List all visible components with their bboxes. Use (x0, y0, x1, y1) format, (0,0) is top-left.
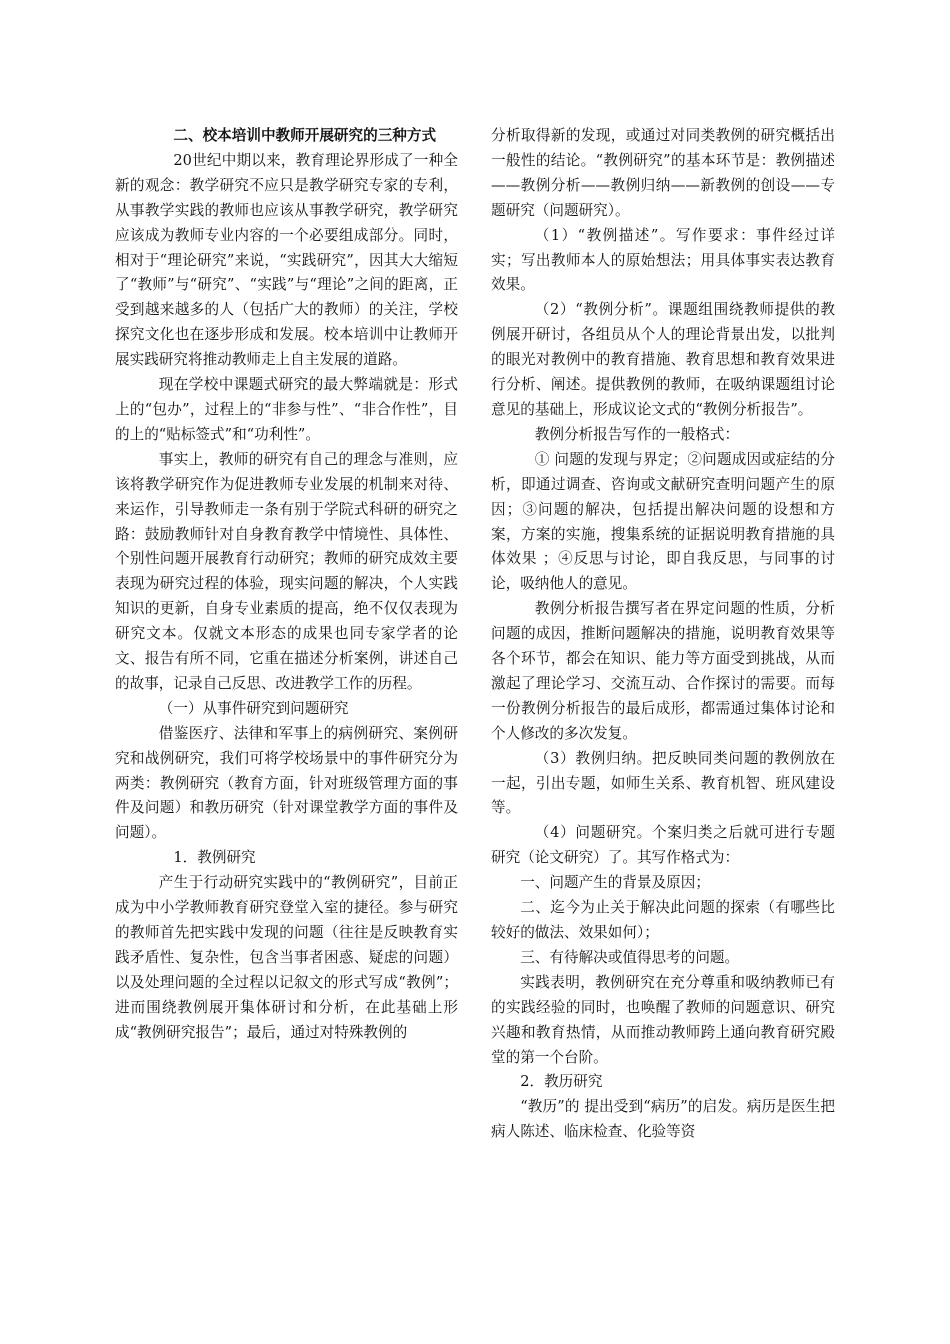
subheading: 2．教历研究 (520, 1073, 603, 1091)
paragraph: 产生于行动研究实践中的“教例研究”，目前正成为中小学教师教育研究登堂入室的捷径。参与研究的教师首先把实践中发现的问题（往往是反映教育实践矛盾性、复杂性，包含当事者困惑、疑虑的问题）以及处理问题的全过程以记叙文的形式写成“教例”；进而围绕教例展开集体研讨和分析，在此基础上形成“教例研究报告”；最后，通过对特殊教例的 (115, 874, 458, 1041)
subheading: 1．教例研究 (173, 849, 256, 867)
list-item: 一、问题产生的背景及原因； (520, 874, 710, 892)
paragraph: （1）“教例描述”。写作要求：事件经过详实；写出教师本人的原始想法；用具体事实表达教育效果。 (491, 226, 835, 294)
paragraph: 事实上，教师的研究有自己的理念与准则，应该将教学研究作为促进教师专业发展的机制来对待、来运作，引导教师走一条有别于学院式科研的研究之路：鼓励教师针对自身教育教学中情境性、具体性、个别性问题开展教育行动研究；教师的研究成效主要表现为研究过程的体验，现实问题的解决，个人实践知识的更新，自身专业素质的提高，绝不仅仅表现为研究文本。仅就文本形态的成果也同专家学者的论文、报告有所不同，它重在描述分析案例，讲述自己的故事，记录自己反思、改进教学工作的历程。 (115, 450, 458, 692)
paragraph: 教例分析报告撰写者在界定问题的性质，分析问题的成因，推断问题解决的措施，说明教育效果等各个环节，都会在知识、能力等方面受到挑战，从而激起了理论学习、交流互动、合作探讨的需要。而每一份教例分析报告的最后成形，都需通过集体讨论和个人修改的多次发复。 (491, 600, 835, 742)
left-column (115, 124, 458, 1046)
paragraph: ① 问题的发现与界定；②问题成因或症结的分析，即通过调查、咨询或文献研究查明问题产生的原因；③问题的解决，包括提出解决问题的设想和方案，方案的实施，搜集系统的证据说明教育措施的具体效果 ；④反思与讨论，即自我反思，与同事的讨论，吸纳他人的意见。 (491, 450, 835, 593)
list-item: 三、有待解决或值得思考的问题。 (520, 948, 740, 966)
paragraph: 实践表明，教例研究在充分尊重和吸纳教师已有的实践经验的同时，也唤醒了教师的问题意识、研究兴趣和教育热情，从而推动教师跨上通向教育研究殿堂的第一个台阶。 (491, 973, 835, 1066)
paragraph: （4）问题研究。个案归类之后就可进行专题研究（论文研究）了。其写作格式为： (491, 824, 835, 867)
paragraph: 20世纪中期以来，教育理论界形成了一种全新的观念：教学研究不应只是教学研究专家的专利，从事教学实践的教师也应该从事教学研究，教学研究应该成为教师专业内容的一个必要组成部分。同时，相对于“理论研究”来说，“实践研究”，因其大大缩短了“教师”与“研究”、“实践”与“理论”之间的距离，正受到越来越多的人（包括广大的教师）的关注，学校探究文化也在逐步形成和发展。校本培训中让教师开展实践研究将推动教师走上自主发展的道路。 (115, 151, 458, 369)
list-item: 二、迄今为止关于解决此问题的探索（有哪些比较好的做法、效果如何）； (491, 899, 835, 941)
paragraph: （2）“教例分析”。课题组围绕教师提供的教例展开研讨，各组员从个人的理论背景出发，以批判的眼光对教例中的教育措施、教育思想和教育效果进行分析、阐述。提供教例的教师，在吸纳课题组讨论意见的基础上，形成议论文式的“教例分析报告”。 (491, 301, 835, 418)
paragraph: 现在学校中课题式研究的最大弊端就是：形式上的“包办”，过程上的“非参与性”、“非合作性”，目的上的“贴标签式”和“功利性”。 (115, 376, 458, 443)
paragraph: “教历”的 提出受到“病历”的启发。病历是医生把病人陈述、临床检查、化验等资 (491, 1098, 835, 1141)
paragraph: 分析取得新的发现，或通过对同类教例的研究概括出一般性的结论。“教例研究”的基本环节是：教例描述——教例分析——教例归纳——新教例的创设——专题研究（问题研究）。 (491, 127, 835, 219)
paragraph: 借鉴医疗、法律和军事上的病例研究、案例研究和战例研究，我们可将学校场景中的事件研究分为两类：教例研究（教育方面，针对班级管理方面的事件及问题）和教历研究（针对课堂教学方面的事件及问题）。 (115, 724, 458, 842)
right-column (491, 124, 835, 1145)
subheading: （一）从事件研究到问题研究 (158, 699, 349, 717)
paragraph: （3）教例归纳。把反映同类问题的教例放在一起，引出专题，如师生关系、教育机智、班风建设等。 (491, 749, 835, 817)
section-heading: 二、校本培训中教师开展研究的三种方式 (173, 127, 437, 144)
paragraph: 教例分析报告写作的一般格式： (534, 425, 740, 443)
